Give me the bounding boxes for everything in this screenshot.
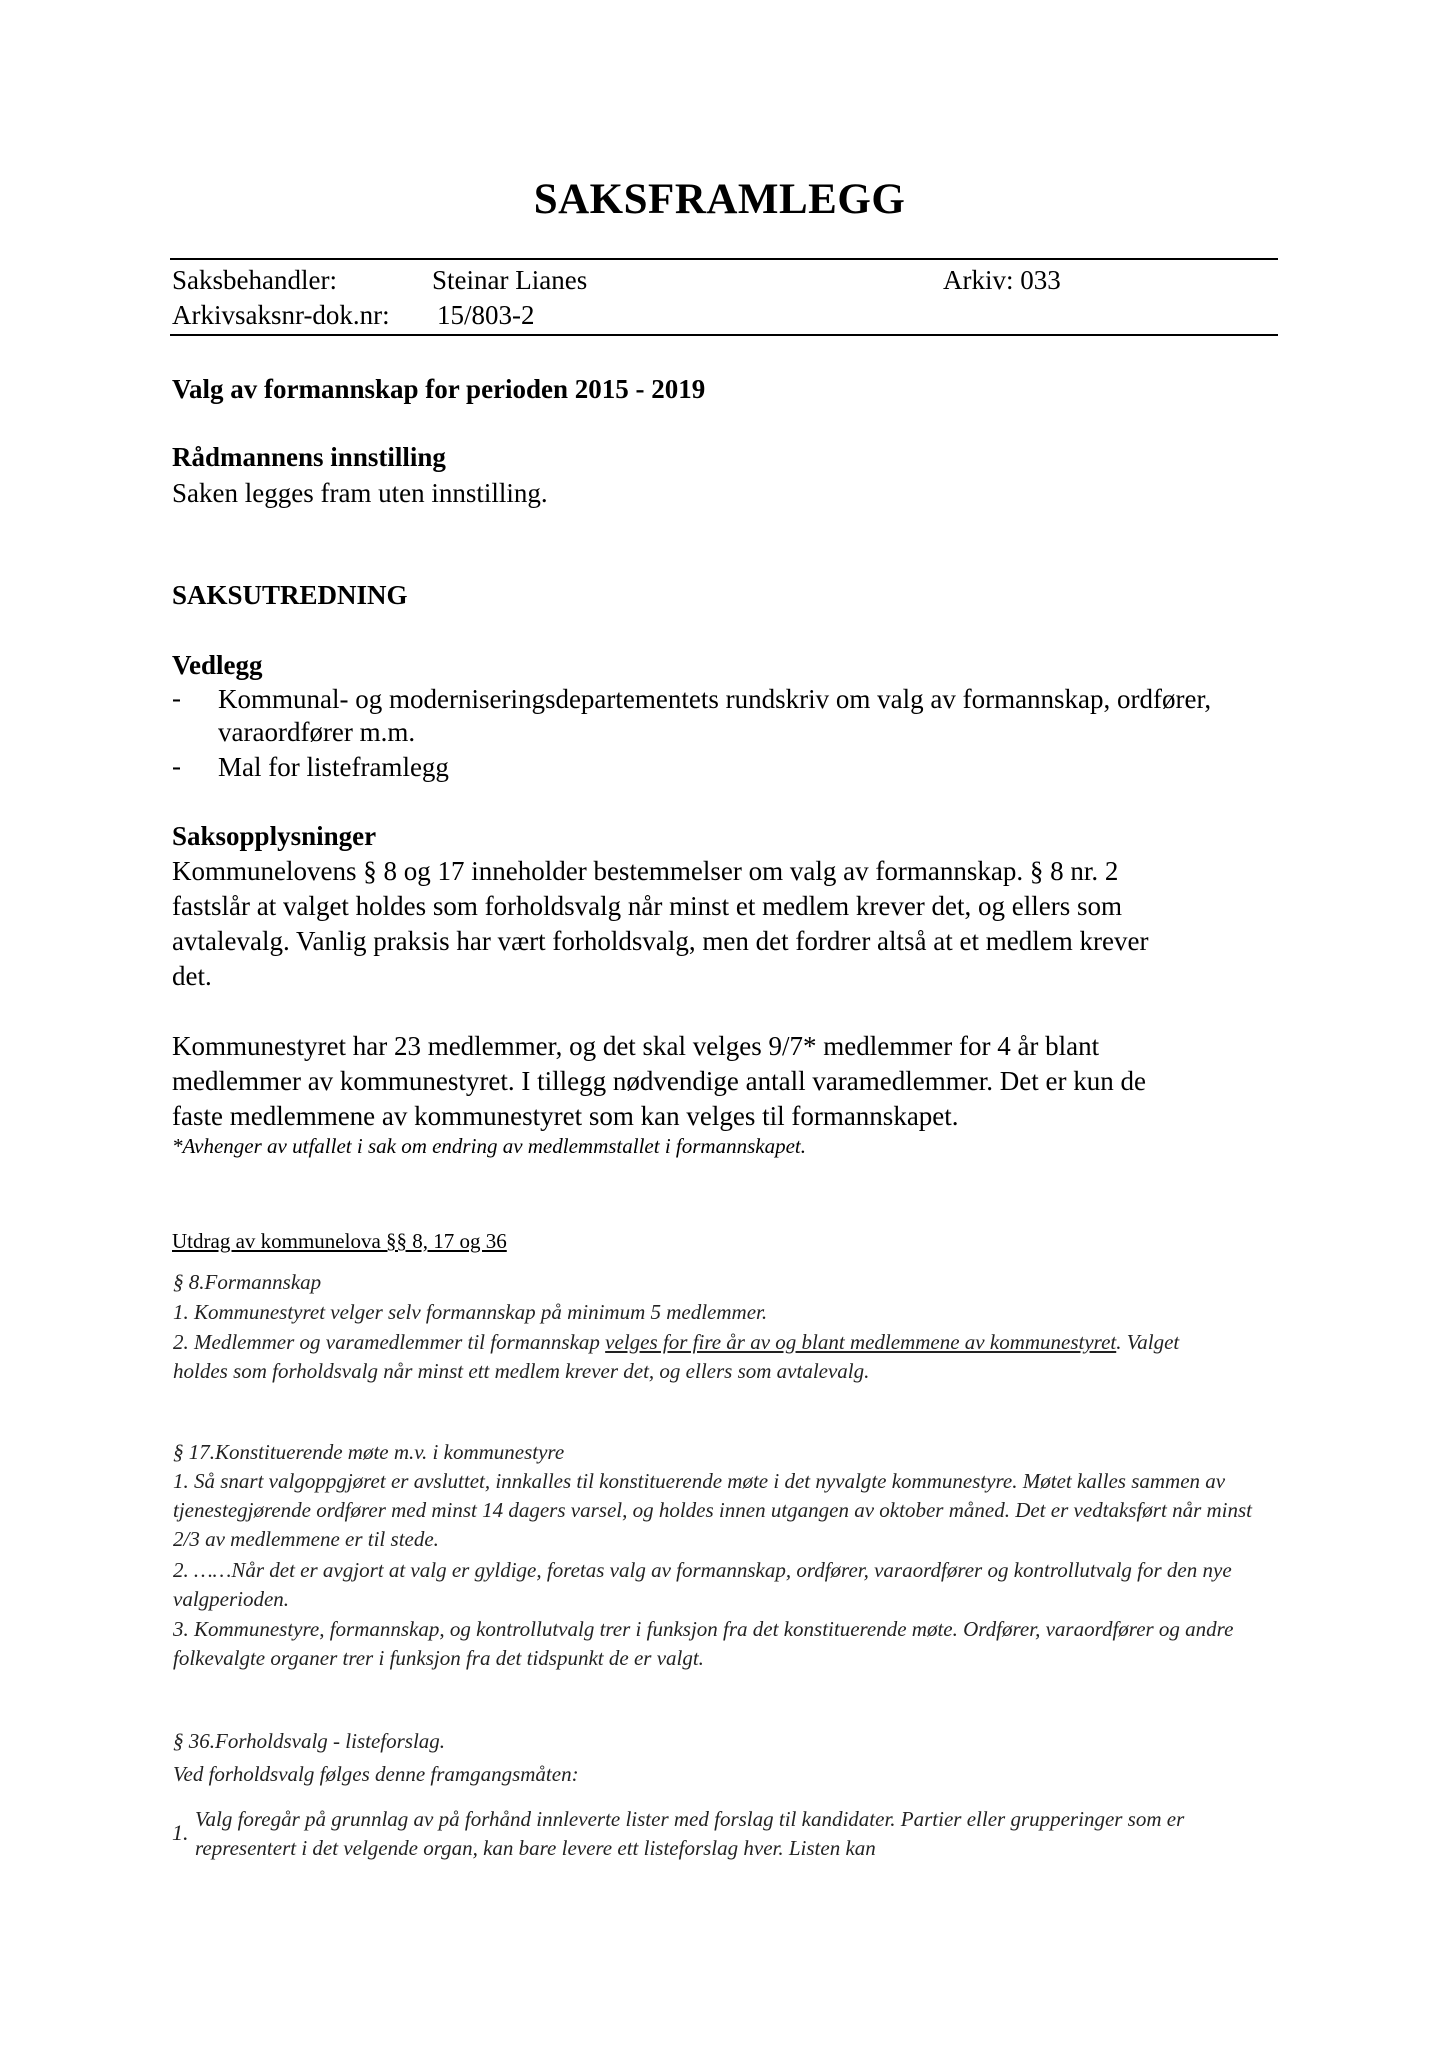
law-section-8-item-2 — [173, 1328, 1233, 1386]
info-heading: Saksopplysninger — [172, 821, 377, 851]
law-section-17-item-3: 3. Kommunestyre, formannskap, og kontrollutvalg trer i funksjon fra det konstituerende møte. Ordfører, varaordfører og andre folkevalgte organer trer i funksjon fra det tidspunkt de er valgt. — [173, 1617, 1234, 1670]
attachment-bullet: - — [172, 683, 181, 713]
case-title: Valg av formannskap for perioden 2015 - 2019 — [172, 374, 706, 404]
archive-code: Arkiv: 033 — [943, 265, 1061, 295]
footnote: *Avhenger av utfallet i sak om endring av medlemmstallet i formannskapet. — [172, 1134, 806, 1158]
law-section-36-heading: § 36.Forholdsvalg - listeforslag. — [173, 1729, 446, 1753]
recommendation-heading: Rådmannens innstilling — [172, 442, 446, 472]
law-section-17-item-2: 2. ……Når det er avgjort at valg er gyldige, foretas valg av formannskap, ordfører, varaordfører og kontrollutvalg for den nye valgperioden. — [173, 1558, 1232, 1611]
docnr-value: 15/803-2 — [437, 300, 535, 330]
info-paragraph-line: fastslår at valget holdes som forholdsvalg når minst et medlem krever det, og ellers som — [172, 891, 1123, 921]
section-saksutredning: SAKSUTREDNING — [172, 580, 408, 610]
law-extract-title: Utdrag av kommunelova §§ 8, 17 og 36 — [172, 1229, 507, 1253]
law-text-underlined: velges for fire år av og blant medlemmene av kommunestyret — [605, 1330, 1117, 1354]
handler-label: Saksbehandler: — [172, 265, 337, 295]
document-title: SAKSFRAMLEGG — [533, 176, 906, 223]
law-section-36-intro: Ved forholdsvalg følges denne framgangsmåten: — [173, 1762, 579, 1786]
header-bottom-rule — [170, 334, 1278, 336]
law-section-36-item-1: Valg foregår på grunnlag av på forhånd innleverte lister med forslag til kandidater. Partier eller grupperinger som er representert i det velgende organ, kan bare levere ett listeforslag hver. Listen kan — [195, 1807, 1185, 1860]
law-section-8-item-1: 1. Kommunestyret velger selv formannskap på minimum 5 medlemmer. — [173, 1300, 768, 1324]
info-paragraph-line: avtalevalg. Vanlig praksis har vært forholdsvalg, men det fordrer altså at et medlem krever — [172, 926, 1149, 956]
handler-value: Steinar Lianes — [432, 265, 588, 295]
header-top-rule — [170, 258, 1278, 260]
law-text: 2. Medlemmer og varamedlemmer til formannskap — [173, 1330, 606, 1354]
info-paragraph-line: Kommunestyret har 23 medlemmer, og det skal velges 9/7* medlemmer for 4 år blant — [172, 1031, 1100, 1061]
law-text: . Valget holdes som forholdsvalg når minst ett medlem krever det, og ellers som avtalevalg. — [173, 1330, 1180, 1383]
list-number: 1. — [172, 1820, 189, 1845]
info-paragraph-line: medlemmer av kommunestyret. I tillegg nødvendige antall varamedlemmer. Det er kun de — [172, 1066, 1146, 1096]
info-paragraph-line: faste medlemmene av kommunestyret som kan velges til formannskapet. — [172, 1101, 959, 1131]
attachments-heading: Vedlegg — [172, 650, 263, 680]
law-section-17-item-1: 1. Så snart valgoppgjøret er avsluttet, innkalles til konstituerende møte i det nyvalgte kommunestyre. Møtet kalles sammen av tjenestegjørende ordfører med minst 14 dagers varsel, og holdes innen utgangen av oktober måned. Det er vedtaksført når minst 2/3 av medlemmene er til stede. — [173, 1469, 1252, 1551]
law-section-8-heading: § 8.Formannskap — [173, 1270, 322, 1294]
law-section-17-heading: § 17.Konstituerende møte m.v. i kommunestyre — [173, 1440, 565, 1464]
recommendation-text: Saken legges fram uten innstilling. — [172, 478, 548, 508]
attachment-item: Mal for listeframlegg — [218, 752, 449, 782]
docnr-label: Arkivsaksnr-dok.nr: — [172, 300, 390, 330]
info-paragraph-line: det. — [172, 961, 212, 991]
attachment-bullet: - — [172, 751, 181, 781]
info-paragraph-line: Kommunelovens § 8 og 17 inneholder bestemmelser om valg av formannskap. § 8 nr. 2 — [172, 856, 1119, 886]
attachment-item: Kommunal- og moderniseringsdepartementets rundskriv om valg av formannskap, ordfører, varaordfører m.m. — [218, 684, 1212, 747]
